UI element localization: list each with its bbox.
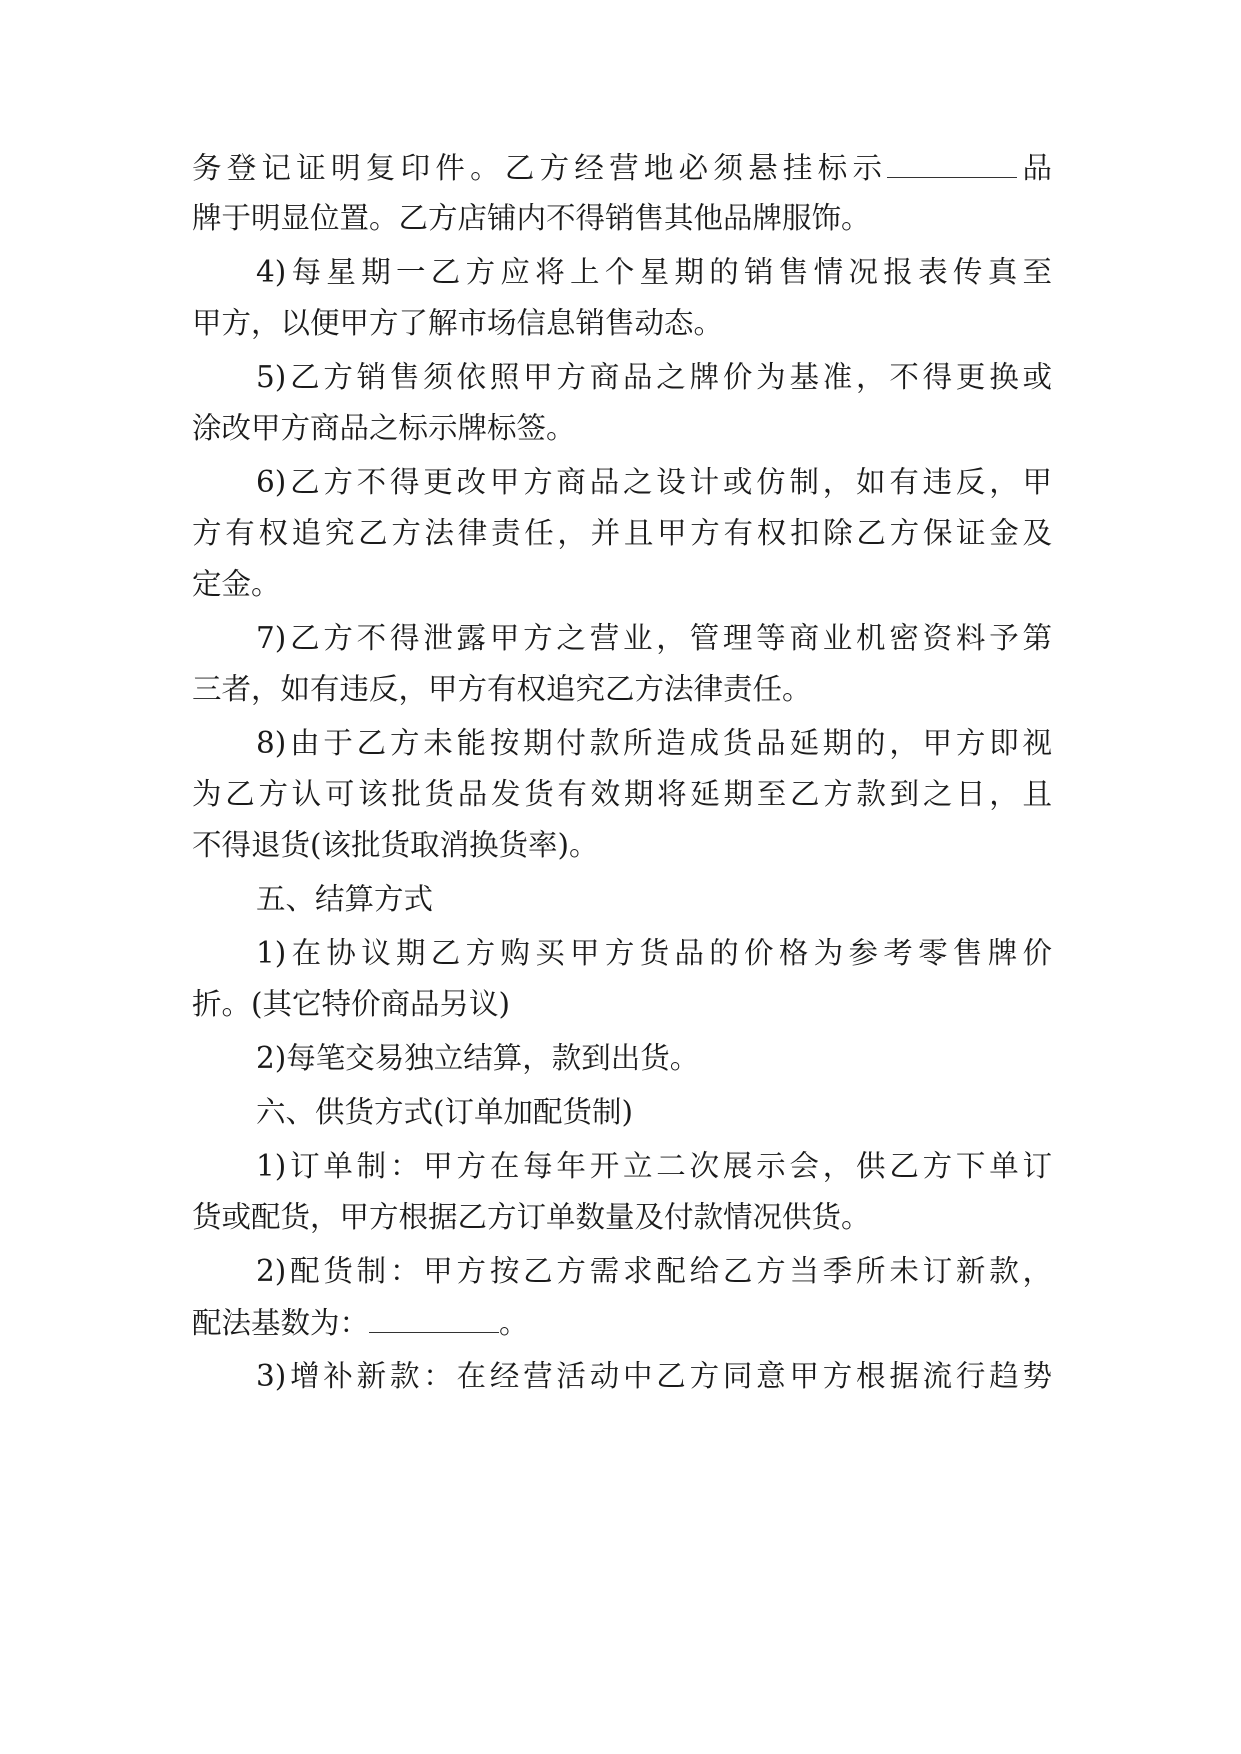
fill-in-blank bbox=[887, 147, 1017, 178]
paragraph-line: 不得退货(该批货取消换货率)。 bbox=[192, 828, 599, 862]
paragraph-line: 折。(其它特价商品另议) bbox=[192, 987, 511, 1021]
paragraph-line: 配法基数为： 。 bbox=[192, 1302, 1052, 1342]
paragraph-line: 牌于明显位置。乙方店铺内不得销售其他品牌服饰。 bbox=[192, 201, 871, 235]
paragraph-line: 涂改甲方商品之标示牌标签。 bbox=[192, 411, 576, 445]
paragraph-line: 4)每星期一乙方应将上个星期的销售情况报表传真至 bbox=[256, 255, 1052, 289]
paragraph-line: 1)订单制：甲方在每年开立二次展示会，供乙方下单订 bbox=[256, 1149, 1052, 1183]
section-heading: 六、供货方式(订单加配货制) bbox=[256, 1095, 634, 1129]
paragraph-line: 6)乙方不得更改甲方商品之设计或仿制，如有违反，甲 bbox=[256, 465, 1052, 499]
paragraph-line: 3)增补新款：在经营活动中乙方同意甲方根据流行趋势 bbox=[256, 1359, 1052, 1393]
paragraph-line: 货或配货，甲方根据乙方订单数量及付款情况供货。 bbox=[192, 1200, 871, 1234]
paragraph-line: 方有权追究乙方法律责任，并且甲方有权扣除乙方保证金及 bbox=[192, 516, 1052, 550]
paragraph-line: 2)配货制：甲方按乙方需求配给乙方当季所未订新款， bbox=[256, 1254, 1052, 1288]
paragraph-line: 务登记证明复印件。乙方经营地必须悬挂标示 品 bbox=[192, 147, 1052, 187]
paragraph-line: 为乙方认可该批货品发货有效期将延期至乙方款到之日，且 bbox=[192, 777, 1052, 811]
paragraph-line: 5)乙方销售须依照甲方商品之牌价为基准，不得更换或 bbox=[256, 360, 1052, 394]
paragraph-line: 三者，如有违反，甲方有权追究乙方法律责任。 bbox=[192, 672, 812, 706]
paragraph-line: 8)由于乙方未能按期付款所造成货品延期的，甲方即视 bbox=[256, 726, 1052, 760]
paragraph-line: 7)乙方不得泄露甲方之营业，管理等商业机密资料予第 bbox=[256, 621, 1052, 655]
paragraph-line: 1)在协议期乙方购买甲方货品的价格为参考零售牌价 bbox=[256, 936, 1052, 970]
paragraph-line: 定金。 bbox=[192, 567, 281, 601]
paragraph-line: 2)每笔交易独立结算，款到出货。 bbox=[256, 1041, 700, 1075]
fill-in-blank bbox=[369, 1302, 499, 1333]
section-heading: 五、结算方式 bbox=[256, 882, 434, 916]
paragraph-line: 甲方，以便甲方了解市场信息销售动态。 bbox=[192, 306, 724, 340]
